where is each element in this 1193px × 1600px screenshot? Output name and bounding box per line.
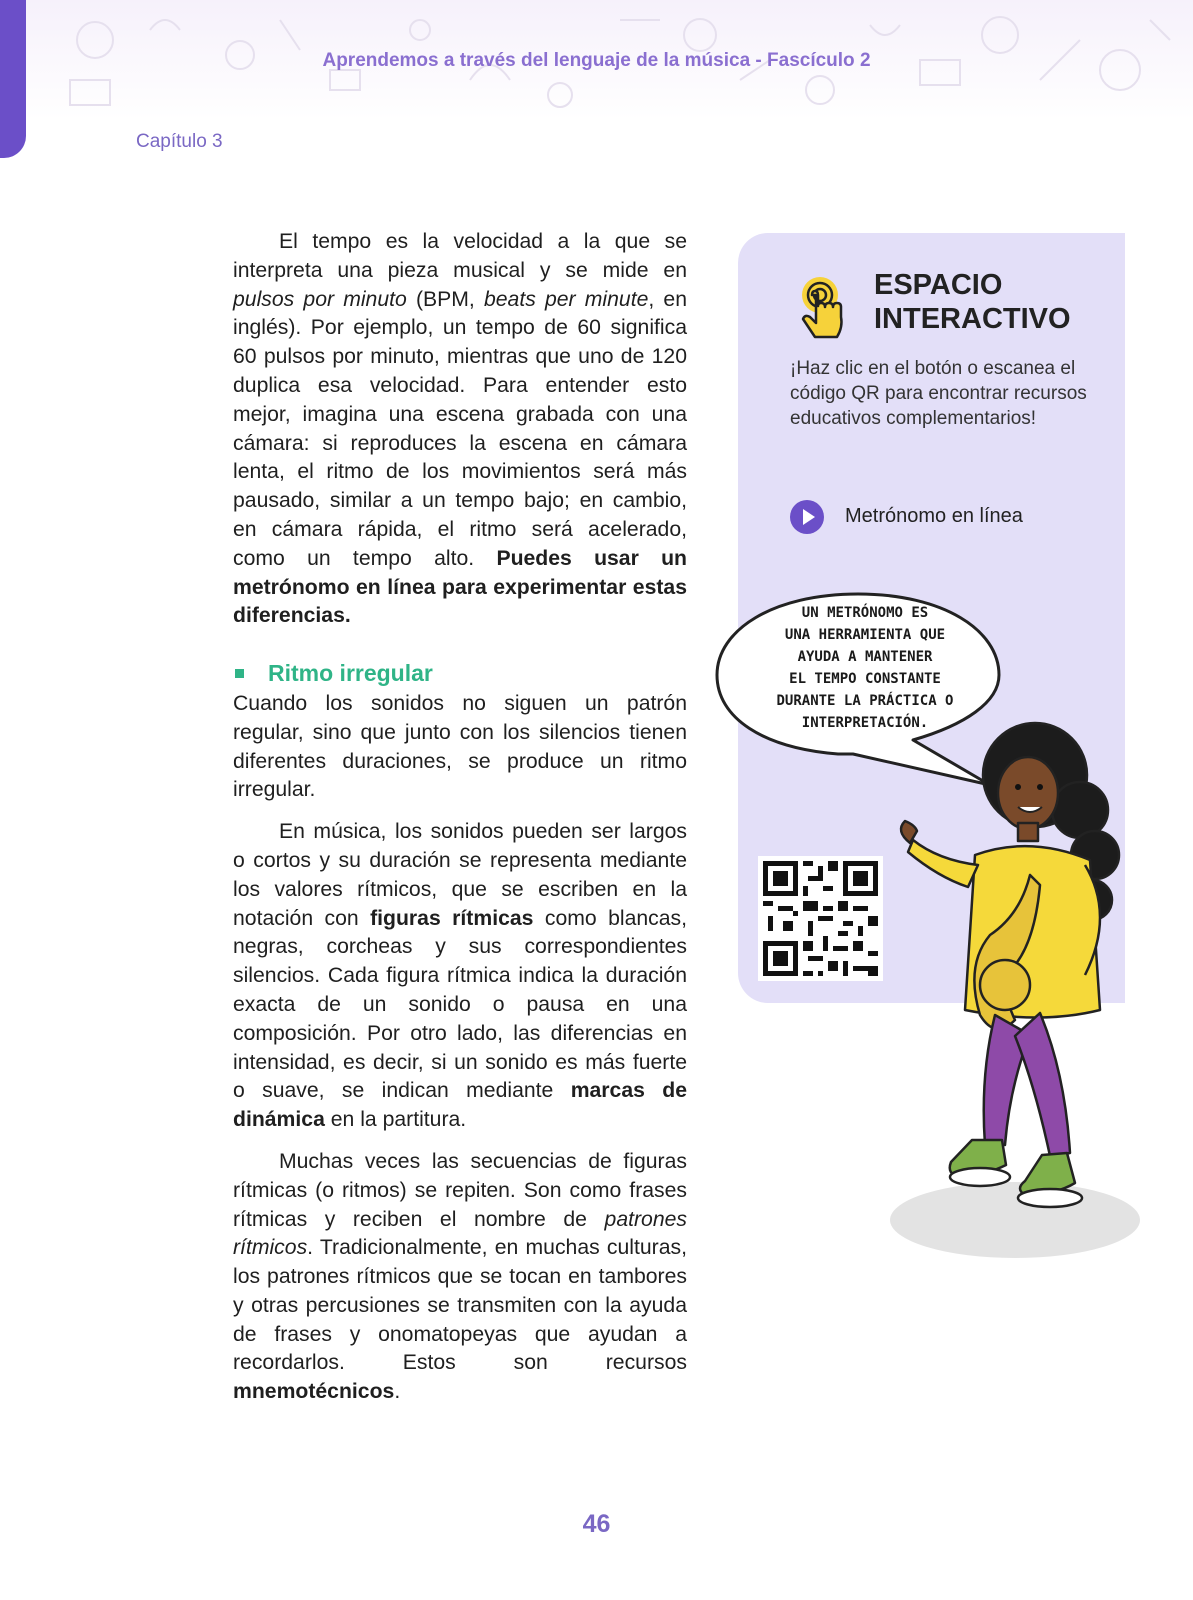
speech-line: EL TEMPO CONSTANTE <box>789 671 941 687</box>
text-run: Muchas veces las secuencias de figuras rítmicas (o ritmos) se repiten. Son como frases rítmicas y reciben el nombre de <box>233 1149 687 1231</box>
girl-with-saxophone-illustration <box>880 715 1140 1275</box>
play-button-icon[interactable] <box>790 500 824 534</box>
text-run: , en inglés). Por ejemplo, un tempo de 60 significa 60 pulsos por minuto, mientras que uno de 120 duplica esa velocidad. Para entender esto mejor, imagina una escena grabada con una cámara: si reproduces la escena en cámara lenta, el ritmo de los movimientos será más pausado, similar a un tempo bajo; en cambio, en cámara rápida, el ritmo será acelerado, como un tempo alto. <box>233 287 687 570</box>
text-run: en la partitura. <box>324 1108 467 1132</box>
italic-run: beats per minute <box>483 287 649 311</box>
text-run: como blancas, negras, corcheas y sus correspondientes silencios. Cada figura rítmica indica la duración exacta de un sonido o pausa en una composición. Por otro lado, las diferencias en intensidad, es decir, si un sonido es más fuerte o suave, se indican mediante <box>233 906 687 1103</box>
bold-run: mnemotécnicos <box>233 1380 395 1404</box>
paragraph-tempo <box>233 228 687 631</box>
sidebar-title-line: INTERACTIVO <box>874 303 1071 335</box>
sidebar-title-line: ESPACIO <box>874 269 1003 301</box>
text-run: En música, los sonidos pueden ser largos o cortos y su duración se representa mediante los valores rítmicos, que se escriben en la notación con <box>233 820 687 930</box>
text-run: (BPM, <box>406 287 484 311</box>
sidebar-title <box>874 268 1071 336</box>
metronome-link[interactable]: Metrónomo en línea <box>845 505 1023 527</box>
qr-code[interactable] <box>758 856 883 981</box>
bold-run: marcas de dinámica <box>233 1079 687 1132</box>
header-title: Aprendemos a través del lenguaje de la música - Fascículo 2 <box>322 50 871 71</box>
main-text-column <box>233 228 687 1407</box>
pointing-hand-icon <box>790 275 850 347</box>
italic-run: pulsos por minuto <box>233 287 407 311</box>
section-heading <box>233 659 687 688</box>
sidebar-text: ¡Haz clic en el botón o escanea el código QR para encontrar recursos educativos complementarios! <box>790 358 1087 429</box>
paragraph-figures <box>233 818 687 1135</box>
speech-line: UNA HERRAMIENTA QUE <box>784 627 946 643</box>
paragraph-irregular: Cuando los sonidos no siguen un patrón regular, sino que junto con los silencios tienen diferentes duraciones, se produce un ritmo irregular. <box>233 691 687 802</box>
text-run: . Tradicionalmente, en muchas culturas, los patrones rítmicos que se tocan en tambores y otras percusiones se transmiten con la ayuda de frases y onomatopeyas que ayudan a recordarlos. Estos son recursos <box>233 1236 687 1375</box>
paragraph-patterns <box>233 1148 687 1407</box>
bullet-square-icon <box>235 669 244 678</box>
section-title: Ritmo irregular <box>268 660 433 687</box>
text-run: El tempo es la velocidad a la que se interpreta una pieza musical y se mide en <box>233 230 687 282</box>
bold-run: Puedes usar un metrónomo en línea para experimentar estas diferencias. <box>233 546 688 628</box>
chapter-tab-marker <box>0 0 26 158</box>
speech-line: DURANTE LA PRÁCTICA O <box>776 693 954 709</box>
page-number: 46 <box>582 1510 611 1538</box>
speech-line: AYUDA A MANTENER <box>797 649 933 665</box>
speech-line: UN METRÓNOMO ES <box>801 605 929 621</box>
speech-line: INTERPRETACIÓN. <box>801 715 929 731</box>
bold-run: figuras rítmicas <box>370 906 534 930</box>
italic-run: patrones rítmicos <box>233 1207 687 1260</box>
text-run: . <box>394 1380 401 1404</box>
chapter-label: Capítulo 3 <box>136 131 223 152</box>
